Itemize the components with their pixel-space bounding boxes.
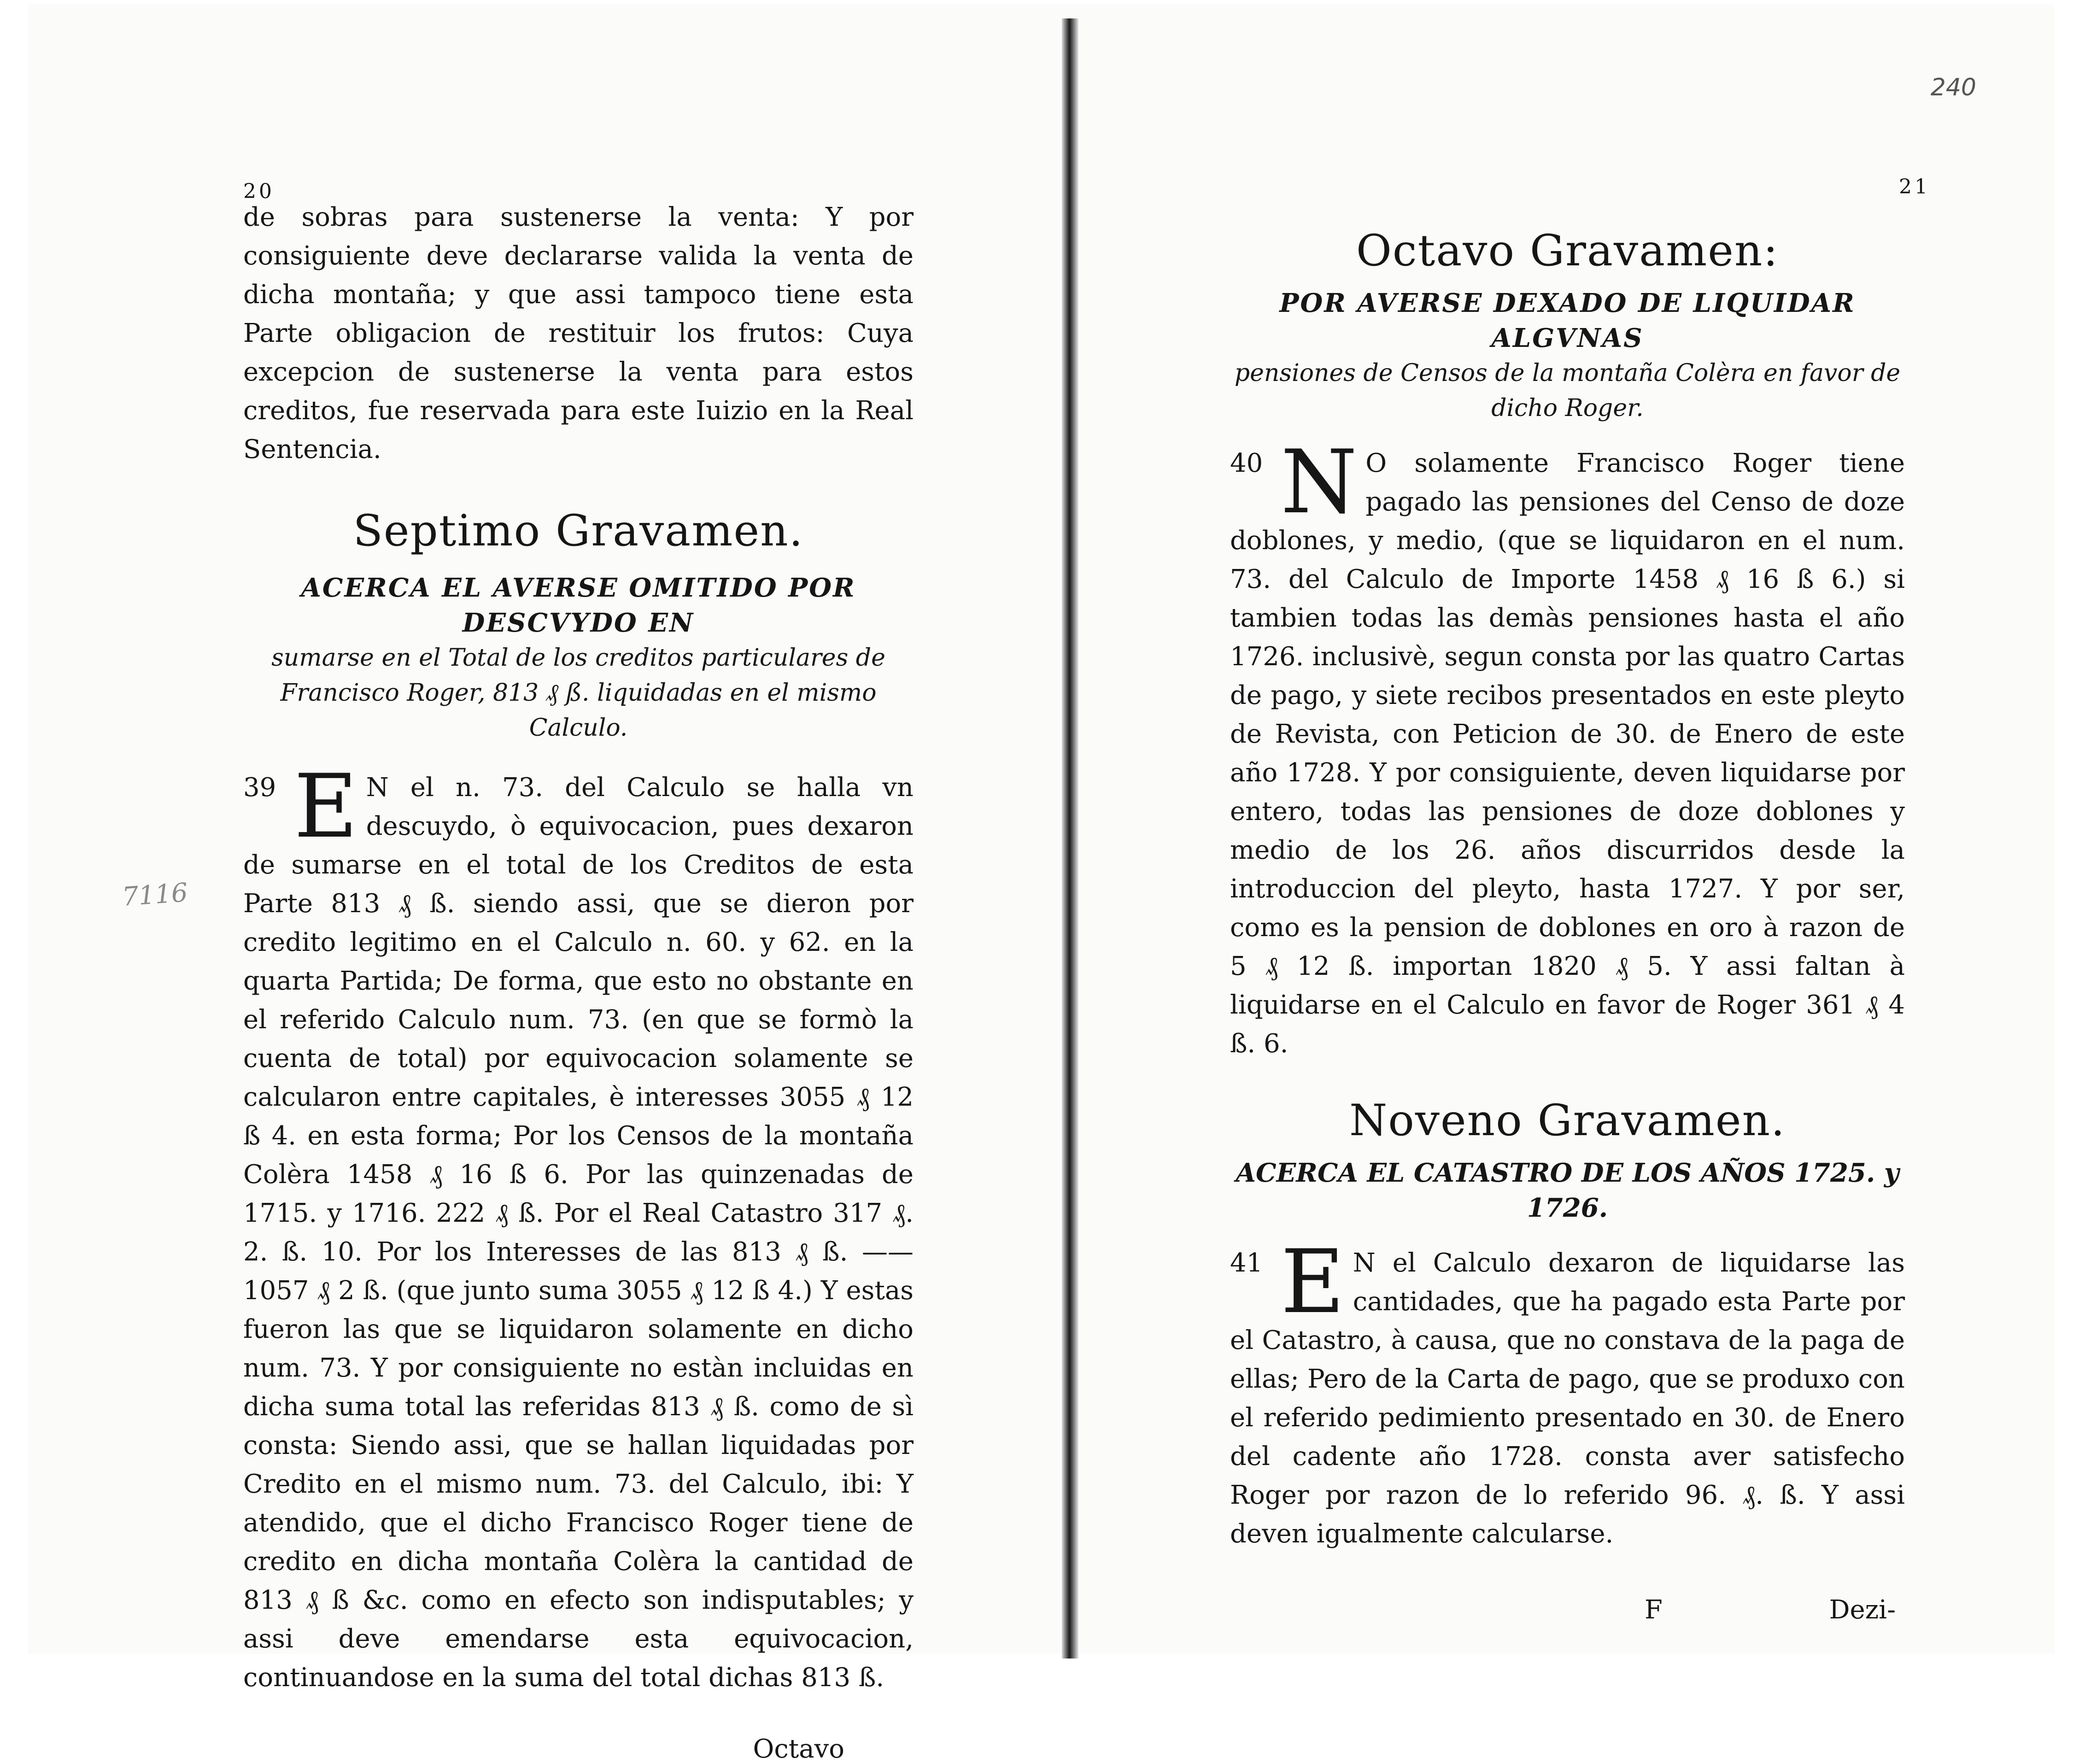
book-gutter [1062, 18, 1078, 1659]
subheading-septimo-caps: ACERCA EL AVERSE OMITIDO POR DESCVYDO EN [301, 573, 856, 638]
paragraph-41 [1230, 1231, 1905, 1553]
subheading-octavo [1230, 286, 1905, 426]
left-text-column [243, 198, 914, 1764]
page-number-right: 21 [1899, 175, 1930, 199]
book-spread [28, 5, 2055, 1764]
subheading-septimo-rest: sumarse en el Total de los creditos particulares de Francisco Roger, 813 ₰ ß. liquidadas en el mismo Calculo. [271, 644, 885, 742]
subheading-septimo [243, 570, 914, 745]
dropcap-40: N [1281, 431, 1358, 533]
right-text-column [1230, 221, 1905, 1636]
right-page-footer [1230, 1595, 1905, 1636]
dropcap-39: E [294, 756, 358, 857]
heading-septimo-gravamen: Septimo Gravamen. [353, 506, 804, 556]
intro-paragraph: de sobras para sustenerse la venta: Y por consiguiente deve declararse valida la venta de dicha montaña; y que assi tampoco tiene esta Parte obligacion de restituir los frutos: Cuya excepcion de sustenerse la venta para estos creditos, fue reservada para este Iuizio en la Real Sentencia. [243, 202, 914, 464]
subheading-octavo-caps: POR AVERSE DEXADO DE LIQUIDAR ALGVNAS [1279, 288, 1856, 353]
right-page [1080, 5, 2055, 1654]
heading-octavo-gravamen: Octavo Gravamen: [1356, 226, 1779, 276]
paragraph-39 [243, 756, 914, 1697]
paragraph-number-39: 39 [243, 773, 276, 803]
dropcap-41: E [1281, 1231, 1345, 1333]
margin-note: 7116 [121, 878, 189, 912]
paragraph-number-41: 41 [1230, 1248, 1263, 1278]
paragraph-41-text: N el Calculo dexaron de liquidarse las cantidades, que ha pagado esta Parte por el Catastro, à causa, que no constava de la paga de ellas; Pero de la Carta de pago, que se produxo con el referido pedimiento presentado en 30. de Enero del cadente año 1728. consta aver satisfecho Roger por razon de lo referido 96. ₰. ß. Y assi deven igualmente calcularse. [1230, 1248, 1905, 1549]
paragraph-40 [1230, 431, 1905, 1063]
subheading-noveno: ACERCA EL CATASTRO DE LOS AÑOS 1725. y 1726. [1236, 1158, 1899, 1223]
left-page [28, 5, 1034, 1764]
subheading-octavo-rest: pensiones de Censos de la montaña Colèra en favor de dicho Roger. [1234, 359, 1901, 422]
paragraph-number-40: 40 [1230, 448, 1263, 478]
heading-noveno-gravamen: Noveno Gravamen. [1349, 1096, 1786, 1146]
catchword-right: Dezi- [1829, 1595, 1896, 1625]
page-number-left: 20 [243, 180, 275, 203]
paragraph-40-text: O solamente Francisco Roger tiene pagado las pensiones del Censo de doze doblones, y medio, (que se liquidaron en el num. 73. del Calculo de Importe 1458 ₰ 16 ß 6.) si tambien todas las demàs pensiones hasta el año 1726. inclusivè, segun consta por las quatro Cartas de pago, y siete recibos presentados en este pleyto de Revista, con Peticion de 30. de Enero de este año 1728. Y por consiguiente, deven liquidarse por entero, todas las pensiones de doze doblones y medio de los 26. años discurridos desde la introduccion del pleyto, hasta 1727. Y por ser, como es la pension de doblones en oro à razon de 5 ₰ 12 ß. importan 1820 ₰ 5. Y assi faltan à liquidarse en el Calculo en favor de Roger 361 ₰ 4 ß. 6. [1230, 448, 1905, 1059]
paragraph-39-text: N el n. 73. del Calculo se halla vn descuydo, ò equivocacion, pues dexaron de sumarse en el total de los Creditos de esta Parte 813 ₰ ß. siendo assi, que se dieron por credito legitimo en el Calculo n. 60. y 62. en la quarta Partida; De forma, que esto no obstante en el referido Calculo num. 73. (en que se formò la cuenta de total) por equivocacion solamente se calcularon entre capitales, è interesses 3055 ₰ 12 ß 4. en esta forma; Por los Censos de la montaña Colèra 1458 ₰ 16 ß 6. Por las quinzenadas de 1715. y 1716. 222 ₰ ß. Por el Real Catastro 317 ₰. 2. ß. 10. Por los Interesses de las 813 ₰ ß. —— 1057 ₰ 2 ß. (que junto suma 3055 ₰ 12 ß 4.) Y estas fueron las que se liquidaron solamente en dicho num. 73. Y por consiguiente no estàn incluidas en dicha suma total las referidas 813 ₰ ß. como de sì consta: Siendo assi, que se hallan liquidadas por Credito en el mismo num. 73. del Calculo, ibi: Y atendido, que el dicho Francisco Roger tiene de credito en dicha montaña Colèra la cantidad de 813 ₰ ß &c. como en efecto son indisputables; y assi deve emendarse esta equivocacion, continuandose en la suma del total dichas 813 ß. [243, 773, 914, 1693]
inventory-number: 240 [1930, 74, 1976, 101]
signature-mark: F [1645, 1595, 1663, 1625]
catchword-left: Octavo [753, 1734, 844, 1764]
